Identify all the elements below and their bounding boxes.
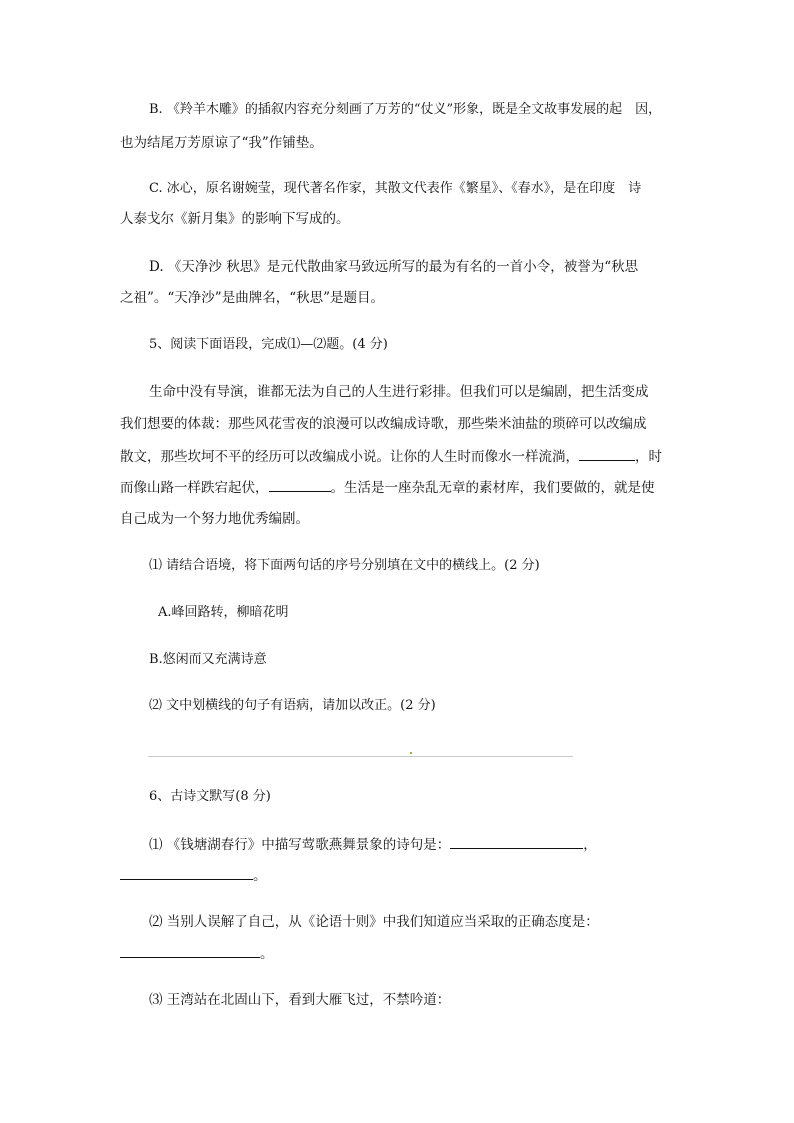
option-c-line-1: C. 冰心，原名谢婉莹，现代著名作家，其散文代表作《繁星》、《春水》，是在印度 诗 bbox=[149, 181, 642, 196]
question-6-sub-2-period: 。 bbox=[260, 946, 274, 962]
answer-line[interactable] bbox=[148, 756, 573, 757]
blank-1[interactable] bbox=[579, 447, 635, 461]
passage-line-1: 生命中没有导演，谁都无法为自己的人生进行彩排。但我们可以是编剧，把生活变成 bbox=[149, 384, 649, 400]
choice-b: B.悠闲而又充满诗意 bbox=[149, 652, 267, 667]
question-6-sub-1-text: ⑴ 《钱塘湖春行》中描写莺歌燕舞景象的诗句是： bbox=[149, 837, 451, 853]
question-6-sub-3: ⑶ 王湾站在北固山下，看到大雁飞过，不禁吟道： bbox=[149, 992, 451, 1008]
passage-line-2: 我们想要的体裁：那些风花雪夜的浪漫可以改编成诗歌，那些柴米油盐的琐碎可以改编成 bbox=[120, 416, 647, 432]
question-5-sub-1: ⑴ 请结合语境，将下面两句话的序号分别填在文中的横线上。(2 分) bbox=[149, 558, 540, 573]
question-6-sub-1-continued bbox=[120, 866, 267, 885]
passage-line-4-start: 而像山路一样跌宕起伏， bbox=[120, 480, 269, 496]
blank-6-1b[interactable] bbox=[120, 866, 253, 880]
choice-a: A.峰回路转，柳暗花明 bbox=[158, 605, 289, 620]
blank-2[interactable] bbox=[269, 478, 331, 492]
question-5-sub-2: ⑵ 文中划横线的句子有语病，请加以改正。(2 分) bbox=[149, 698, 436, 713]
question-6-heading: 6、古诗文默写(8 分) bbox=[149, 789, 271, 804]
blank-6-2[interactable] bbox=[120, 944, 260, 958]
question-6-sub-2-continued bbox=[120, 944, 274, 963]
passage-line-3-end: ，时 bbox=[635, 449, 662, 465]
blank-6-1a[interactable] bbox=[450, 835, 583, 849]
question-6-sub-2: ⑵ 当别人误解了自己，从《论语十则》中我们知道应当采取的正确态度是： bbox=[149, 914, 599, 930]
question-6-sub-1-period: 。 bbox=[253, 868, 267, 884]
answer-line-mark bbox=[410, 752, 412, 754]
passage-line-4-text: 。生活是一座杂乱无章的素材库，我们要做的，就是使 bbox=[330, 480, 655, 496]
passage-line-3 bbox=[120, 447, 662, 466]
option-c-line-2: 人泰戈尔《新月集》的影响下写成的。 bbox=[120, 211, 350, 227]
question-6-sub-1 bbox=[149, 835, 597, 854]
option-d-line-1: D. 《天净沙 秋思》是元代散曲家马致远所写的最为有名的一首小令，被誉为“秋思 bbox=[149, 259, 639, 275]
passage-line-4 bbox=[120, 478, 655, 497]
question-6-sub-1-comma: ， bbox=[583, 837, 597, 853]
passage-line-5: 自己成为一个努力地优秀编剧。 bbox=[120, 511, 309, 527]
passage-line-3-text: 散文，那些坎坷不平的经历可以改编成小说。让你的人生时而像水一样流淌， bbox=[120, 449, 579, 465]
option-d-line-2: 之祖”。“天净沙”是曲牌名，“秋思”是题目。 bbox=[120, 290, 385, 306]
option-b-line-1: B. 《羚羊木雕》的插叙内容充分刻画了万芳的“仗义”形象，既是全文故事发展的起 因， bbox=[149, 102, 662, 117]
option-b-line-2: 也为结尾万芳原谅了“我”作铺垫。 bbox=[120, 135, 323, 151]
question-5-heading: 5、阅读下面语段，完成⑴—⑵题。(4 分) bbox=[149, 337, 388, 352]
